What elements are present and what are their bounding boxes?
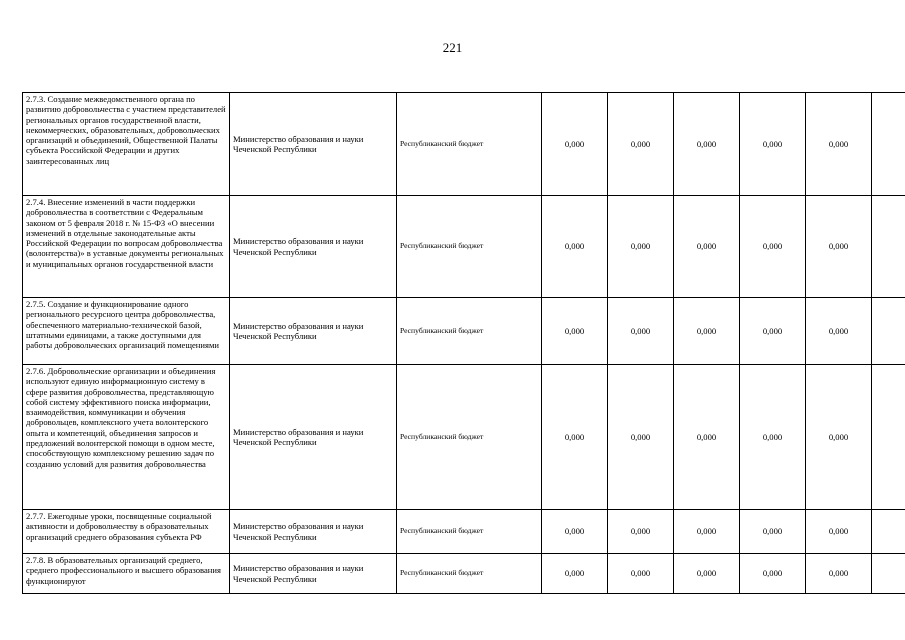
executor-cell: Министерство образования и науки Чеченской Республики bbox=[230, 510, 397, 554]
empty-cell bbox=[872, 510, 905, 554]
value-cell: 0,000 bbox=[674, 510, 740, 554]
value-cell: 0,000 bbox=[542, 196, 608, 298]
value-cell: 0,000 bbox=[806, 365, 872, 510]
budget-table bbox=[22, 92, 905, 594]
value-cell: 0,000 bbox=[740, 93, 806, 196]
empty-cell bbox=[872, 196, 905, 298]
executor-cell: Министерство образования и науки Чеченской Республики bbox=[230, 554, 397, 594]
value-cell: 0,000 bbox=[608, 93, 674, 196]
executor-cell: Министерство образования и науки Чеченской Республики bbox=[230, 365, 397, 510]
executor-cell: Министерство образования и науки Чеченской Республики bbox=[230, 93, 397, 196]
value-cell: 0,000 bbox=[740, 365, 806, 510]
funding-source-cell: Республиканский бюджет bbox=[397, 93, 542, 196]
value-cell: 0,000 bbox=[806, 510, 872, 554]
value-cell: 0,000 bbox=[740, 554, 806, 594]
funding-source-cell: Республиканский бюджет bbox=[397, 510, 542, 554]
empty-cell bbox=[872, 554, 905, 594]
value-cell: 0,000 bbox=[740, 196, 806, 298]
measure-cell: 2.7.8. В образовательных организаций среднего, среднего профессионального и высшего образования функционируют bbox=[23, 554, 230, 594]
funding-source-cell: Республиканский бюджет bbox=[397, 196, 542, 298]
value-cell: 0,000 bbox=[608, 554, 674, 594]
executor-cell: Министерство образования и науки Чеченской Республики bbox=[230, 298, 397, 365]
executor-cell: Министерство образования и науки Чеченской Республики bbox=[230, 196, 397, 298]
value-cell: 0,000 bbox=[806, 93, 872, 196]
measure-cell: 2.7.3. Создание межведомственного органа по развитию добровольчества с участием представителей региональных органов государственной власти, некоммерческих, образовательных, добровольческих организаций и объединений, Общественной Палаты субъекта Российской Федерации и других заинтересованных лиц bbox=[23, 93, 230, 196]
empty-cell bbox=[872, 93, 905, 196]
funding-source-cell: Республиканский бюджет bbox=[397, 298, 542, 365]
value-cell: 0,000 bbox=[542, 510, 608, 554]
measure-cell: 2.7.4. Внесение изменений в части поддержки добровольчества в соответствии с Федеральным законом от 5 февраля 2018 г. № 15-ФЗ «О внесении изменений в отдельные законодательные акты Российской Федерации по вопросам добровольчества (волонтерства)» в уставные документы региональных и муниципальных органов государственной власти bbox=[23, 196, 230, 298]
value-cell: 0,000 bbox=[542, 93, 608, 196]
value-cell: 0,000 bbox=[542, 365, 608, 510]
table-row bbox=[23, 365, 905, 510]
table-row bbox=[23, 510, 905, 554]
table-row bbox=[23, 298, 905, 365]
measure-cell: 2.7.5. Создание и функционирование одного регионального ресурсного центра добровольчества, обеспеченного материально-технической базой, штатными единицами, а также доступными для работы добровольческих организаций помещениями bbox=[23, 298, 230, 365]
value-cell: 0,000 bbox=[806, 196, 872, 298]
table-row bbox=[23, 93, 905, 196]
value-cell: 0,000 bbox=[608, 510, 674, 554]
value-cell: 0,000 bbox=[806, 298, 872, 365]
value-cell: 0,000 bbox=[674, 365, 740, 510]
value-cell: 0,000 bbox=[608, 196, 674, 298]
value-cell: 0,000 bbox=[608, 365, 674, 510]
value-cell: 0,000 bbox=[674, 196, 740, 298]
table-row bbox=[23, 196, 905, 298]
funding-source-cell: Республиканский бюджет bbox=[397, 554, 542, 594]
page-number: 221 bbox=[442, 40, 463, 55]
empty-cell bbox=[872, 365, 905, 510]
empty-cell bbox=[872, 298, 905, 365]
value-cell: 0,000 bbox=[608, 298, 674, 365]
value-cell: 0,000 bbox=[740, 298, 806, 365]
funding-source-cell: Республиканский бюджет bbox=[397, 365, 542, 510]
value-cell: 0,000 bbox=[674, 93, 740, 196]
value-cell: 0,000 bbox=[674, 298, 740, 365]
value-cell: 0,000 bbox=[542, 554, 608, 594]
table-row bbox=[23, 554, 905, 594]
value-cell: 0,000 bbox=[674, 554, 740, 594]
value-cell: 0,000 bbox=[740, 510, 806, 554]
value-cell: 0,000 bbox=[542, 298, 608, 365]
measure-cell: 2.7.6. Добровольческие организации и объединения используют единую информационную систему в сфере развития добровольчества, представляющую собой систему эффективного поиска информации, взаимодействия, коммуникации и обучения добровольцев, комплексного учета волонтерского опыта и компетенций, объединения запросов и предложений волонтерской помощи в одном месте, способствующую комплексному решению задач по созданию условий для развития добровольчества bbox=[23, 365, 230, 510]
value-cell: 0,000 bbox=[806, 554, 872, 594]
measure-cell: 2.7.7. Ежегодные уроки, посвященные социальной активности и добровольчеству в образовательных организаций среднего образования субъекта РФ bbox=[23, 510, 230, 554]
